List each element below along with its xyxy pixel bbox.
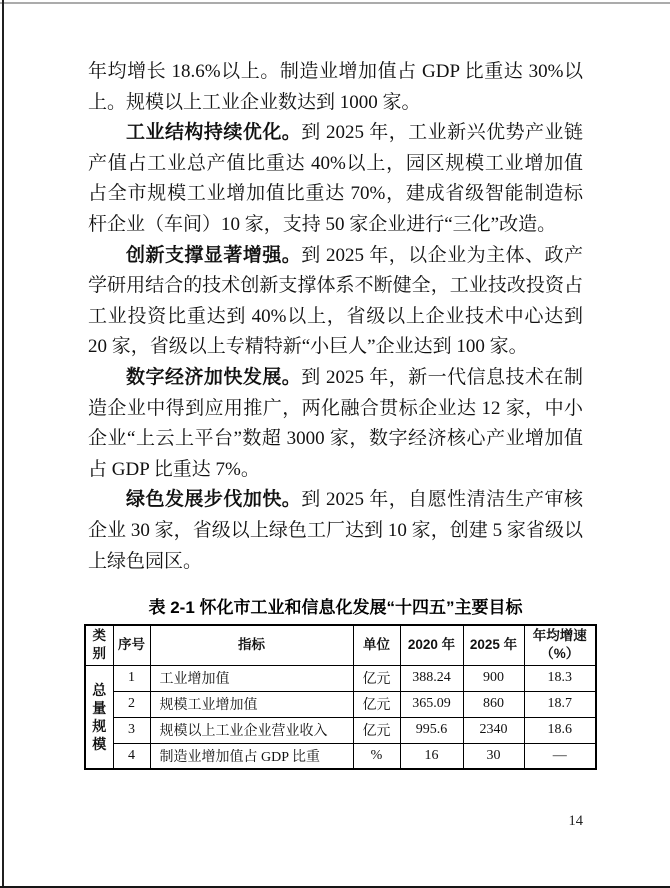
cell-2025: 2340	[463, 717, 524, 743]
header-index: 序号	[113, 625, 150, 665]
paragraph-digital-economy	[88, 363, 583, 485]
cell-2025: 30	[463, 743, 524, 769]
table-header-row	[85, 625, 596, 665]
cell-2025: 900	[463, 665, 524, 691]
cell-2020: 365.09	[400, 691, 463, 717]
cell-unit: 亿元	[353, 665, 400, 691]
paragraph-innovation-support	[88, 241, 583, 363]
paragraph-text: 到 2025 年，新一代信息技术在制造企业中得到应用推广，两化融合贯标企业达 12 家，中小企业“上云上平台”数超 3000 家，数字经济核心产业增加值占 GDP 比重达 7%。	[88, 366, 583, 480]
cell-indicator: 规模工业增加值	[150, 691, 353, 717]
cell-growth: 18.6	[524, 717, 596, 743]
paragraph-overview	[88, 57, 583, 118]
cell-2025: 860	[463, 691, 524, 717]
paragraph-lead: 工业结构持续优化。	[126, 122, 302, 144]
cell-unit: 亿元	[353, 691, 400, 717]
paragraph-lead: 数字经济加快发展。	[126, 366, 302, 388]
paragraph-lead: 创新支撑显著增强。	[126, 244, 302, 266]
category-group-cell	[85, 665, 113, 769]
page-content	[88, 57, 587, 770]
paragraph-text: 到 2025 年，以企业为主体、政产学研用结合的技术创新支撑体系不断健全，工业技改投资占工业投资比重达到 40%以上，省级以上企业技术中心达到 20 家，省级以上专精特新“小巨人”企业达到 100 家。	[88, 244, 583, 358]
cell-2020: 388.24	[400, 665, 463, 691]
category-group-label: 总量规模	[92, 681, 107, 752]
cell-2020: 16	[400, 743, 463, 769]
header-growth: 年均增速（%）	[524, 625, 596, 665]
table-row	[85, 691, 596, 717]
table-title: 表 2-1 怀化市工业和信息化发展“十四五”主要目标	[148, 598, 523, 618]
cell-growth: 18.7	[524, 691, 596, 717]
cell-indicator: 制造业增加值占 GDP 比重	[150, 743, 353, 769]
header-indicator: 指标	[150, 625, 353, 665]
cell-no: 1	[113, 665, 150, 691]
cell-no: 3	[113, 717, 150, 743]
cell-unit: 亿元	[353, 717, 400, 743]
page-border-top	[0, 2, 670, 4]
cell-indicator: 规模以上工业企业营业收入	[150, 717, 353, 743]
table-row	[85, 665, 596, 691]
cell-no: 4	[113, 743, 150, 769]
cell-growth: —	[524, 743, 596, 769]
header-unit: 单位	[353, 625, 400, 665]
cell-no: 2	[113, 691, 150, 717]
header-category: 类别	[85, 625, 113, 665]
paragraph-green-development	[88, 485, 583, 577]
header-2020: 2020 年	[400, 625, 463, 665]
cell-growth: 18.3	[524, 665, 596, 691]
paragraph-text: 到 2025 年，工业新兴优势产业链产值占工业总产值比重达 40%以上，园区规模工业增加值占全市规模工业增加值比重达 70%，建成省级智能制造标杆企业（车间）10 家，支持 50 家企业进行“三化”改造。	[88, 122, 583, 235]
paragraph-industry-structure	[88, 118, 583, 240]
page-border-left	[2, 0, 4, 888]
paragraph-text: 年均增长 18.6%以上。制造业增加值占 GDP 比重达 30%以上。规模以上工业企业数达到 1000 家。	[88, 61, 583, 113]
page-number: 14	[568, 813, 583, 829]
paragraph-text: 到 2025 年，自愿性清洁生产审核企业 30 家，省级以上绿色工厂达到 10 家，创建 5 家省级以上绿色园区。	[88, 489, 583, 572]
cell-unit: %	[353, 743, 400, 769]
targets-table	[84, 624, 597, 770]
cell-indicator: 工业增加值	[150, 665, 353, 691]
table-row	[85, 743, 596, 769]
header-2025: 2025 年	[463, 625, 524, 665]
paragraph-lead: 绿色发展步伐加快。	[126, 489, 302, 511]
cell-2020: 995.6	[400, 717, 463, 743]
table-row	[85, 717, 596, 743]
